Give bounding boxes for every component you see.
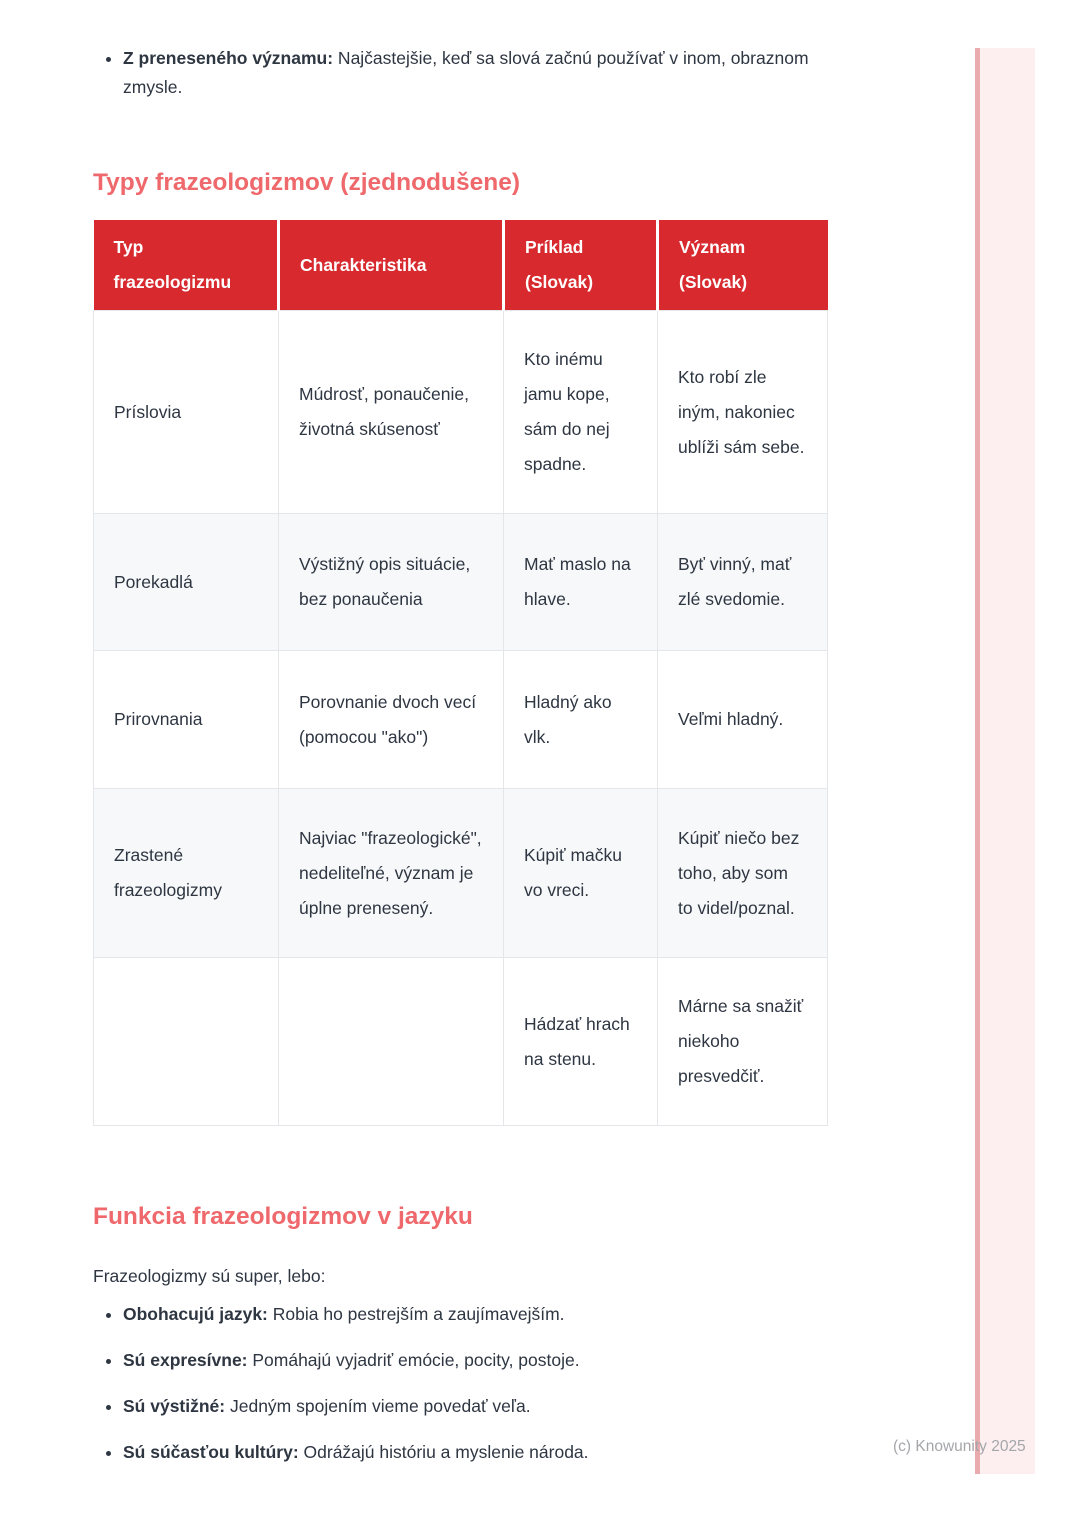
table-cell: Výstižný opis situácie, bez ponaučenia	[279, 514, 504, 651]
section-title-funkcia-frazeologizmov: Funkcia frazeologizmov v jazyku	[93, 1203, 473, 1231]
table-row	[94, 514, 828, 651]
list-item	[123, 1346, 838, 1375]
table-cell: Kto robí zle iným, nakoniec ublíži sám sebe.	[658, 311, 828, 514]
table-cell: Kúpiť niečo bez toho, aby som to videl/poznal.	[658, 789, 828, 958]
table-cell	[279, 958, 504, 1126]
copyright-watermark: (c) Knowunity 2025	[893, 1438, 1026, 1455]
bullet-text: Odrážajú históriu a myslenie národa.	[298, 1442, 589, 1462]
frazeologizmy-table	[93, 220, 838, 1126]
table-header-row	[94, 220, 828, 311]
table-cell: Múdrosť, ponaučenie, životná skúsenosť	[279, 311, 504, 514]
list-item	[123, 44, 838, 102]
table-cell: Hladný ako vlk.	[504, 651, 658, 789]
column-header: Príklad (Slovak)	[504, 220, 658, 311]
bullet-bold-lead: Obohacujú jazyk:	[123, 1304, 268, 1324]
section-title-typy-frazeologizmov: Typy frazeologizmov (zjednodušene)	[93, 169, 520, 197]
bullet-bold-lead: Sú výstižné:	[123, 1396, 226, 1416]
list-item	[123, 1300, 838, 1329]
table-row	[94, 789, 828, 958]
table-cell: Prirovnania	[94, 651, 279, 789]
bullet-bold-lead: Sú súčasťou kultúry:	[123, 1442, 299, 1462]
list-item	[123, 1438, 838, 1467]
column-header: Typ frazeologizmu	[94, 220, 279, 311]
table-cell	[94, 958, 279, 1126]
table-cell: Kto inému jamu kope, sám do nej spadne.	[504, 311, 658, 514]
table-cell: Mať maslo na hlave.	[504, 514, 658, 651]
table-cell: Príslovia	[94, 311, 279, 514]
table-cell: Hádzať hrach na stenu.	[504, 958, 658, 1126]
table-row	[94, 651, 828, 789]
table-cell: Kúpiť mačku vo vreci.	[504, 789, 658, 958]
bullet-text: Pomáhajú vyjadriť emócie, pocity, postoje.	[247, 1350, 580, 1370]
table-cell: Byť vinný, mať zlé svedomie.	[658, 514, 828, 651]
column-header: Význam (Slovak)	[658, 220, 828, 311]
table-cell: Porekadlá	[94, 514, 279, 651]
intro-bullet-list	[93, 44, 838, 102]
table-cell: Márne sa snažiť niekoho presvedčiť.	[658, 958, 828, 1126]
table-cell: Veľmi hladný.	[658, 651, 828, 789]
table-cell: Najviac "frazeologické", nedeliteľné, význam je úplne prenesený.	[279, 789, 504, 958]
section-intro-paragraph: Frazeologizmy sú super, lebo:	[93, 1265, 326, 1286]
bullet-text: Najčastejšie, keď sa slová začnú používať v inom, obraznom zmysle.	[123, 48, 809, 97]
list-item	[123, 1392, 838, 1421]
table-cell: Porovnanie dvoch vecí (pomocou "ako")	[279, 651, 504, 789]
table-cell: Zrastené frazeologizmy	[94, 789, 279, 958]
decorative-pink-stripe	[975, 48, 1035, 1474]
table-row	[94, 311, 828, 514]
table-row	[94, 958, 828, 1126]
column-header: Charakteristika	[279, 220, 504, 311]
bullet-bold-lead: Z preneseného významu:	[123, 48, 334, 68]
bullet-text: Robia ho pestrejším a zaujímavejším.	[267, 1304, 565, 1324]
function-bullet-list	[93, 1300, 838, 1467]
bullet-bold-lead: Sú expresívne:	[123, 1350, 248, 1370]
bullet-text: Jedným spojením vieme povedať veľa.	[225, 1396, 531, 1416]
